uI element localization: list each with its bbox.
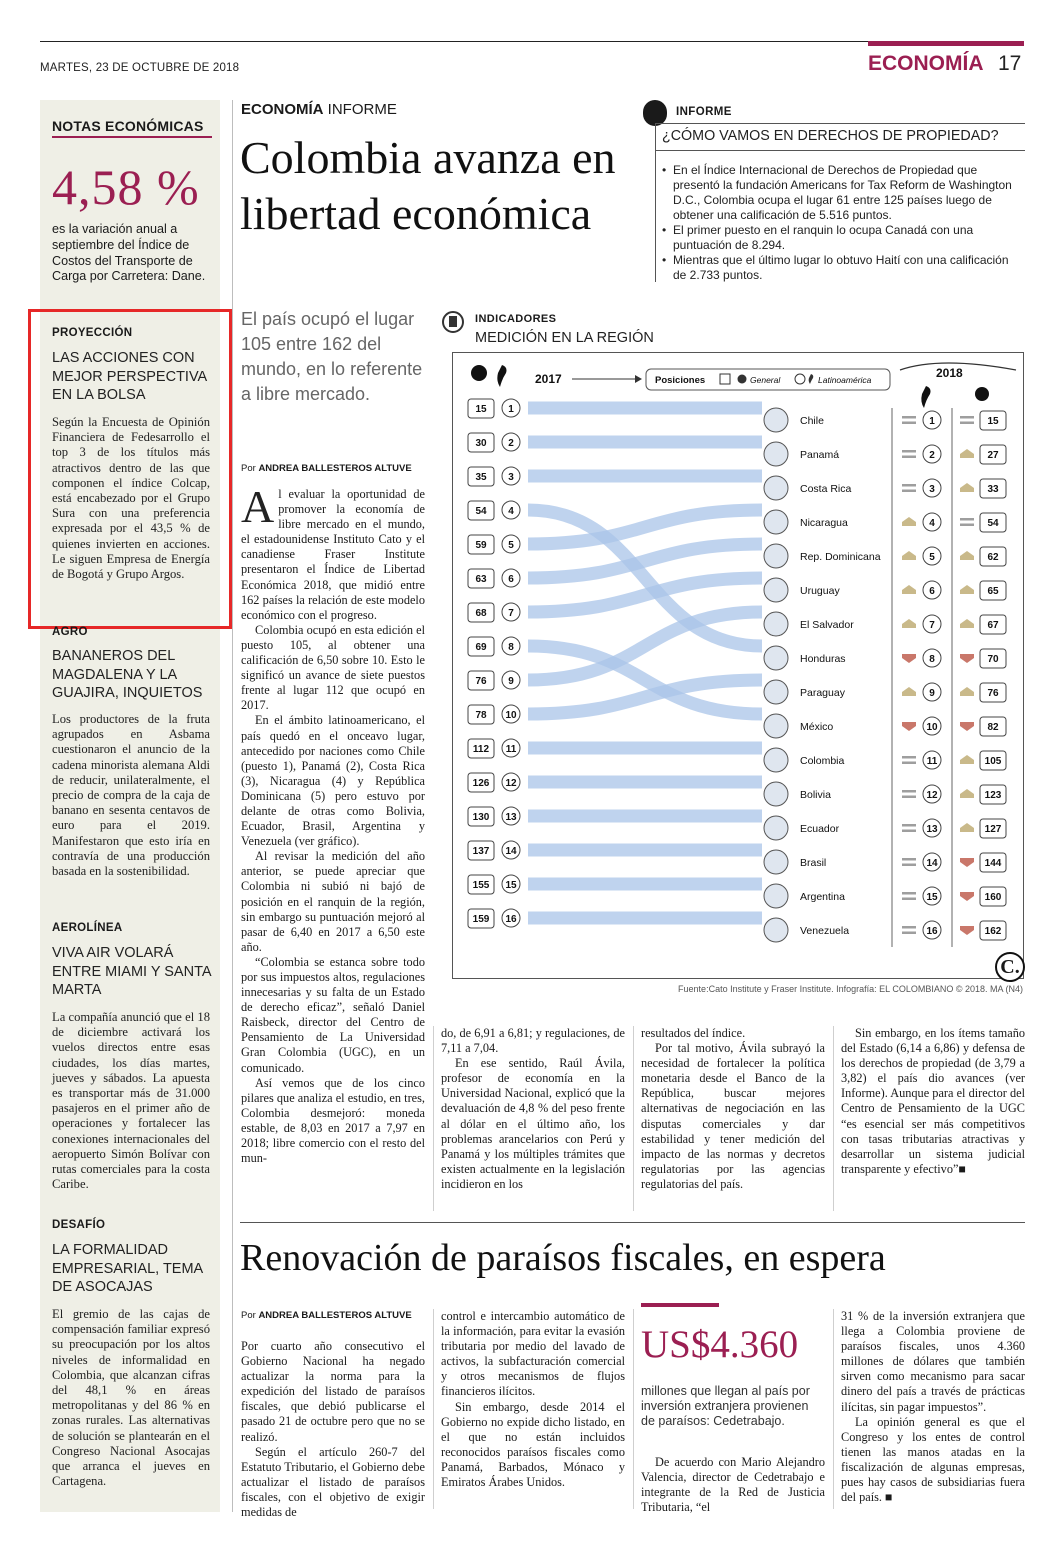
byline-author: ANDREA BALLESTEROS ALTUVE bbox=[258, 463, 412, 474]
rank-2018-latam: 15 bbox=[926, 892, 938, 903]
country-name: Paraguay bbox=[800, 687, 845, 699]
chart-source: Fuente:Cato Institute y Fraser Institute. Infografía: EL COLOMBIANO © 2018. MA (N4) bbox=[678, 984, 1023, 994]
general-trend-icon bbox=[960, 722, 974, 731]
country-name: Ecuador bbox=[800, 823, 840, 835]
chart-kicker: INDICADORES bbox=[475, 313, 557, 325]
latam-trend-icon bbox=[902, 585, 916, 594]
year-2017-label: 2017 bbox=[535, 372, 562, 386]
latam-trend-icon bbox=[902, 932, 916, 935]
sidebar-stat-caption: es la variación anual a septiembre del Índice de Costos del Transporte de Carga por Carretera: Dane. bbox=[52, 222, 206, 284]
rank-2018-latam: 4 bbox=[929, 518, 935, 529]
rank-2018-general: 160 bbox=[984, 892, 1002, 903]
section-name: ECONOMÍA bbox=[868, 52, 984, 75]
article-headline: Colombia avanza en libertad económica bbox=[240, 132, 616, 239]
article-column-2 bbox=[441, 1026, 625, 1192]
rank-2017-latam: 5 bbox=[508, 540, 514, 551]
note-proyeccion-title: LAS ACCIONES CON MEJOR PERSPECTIVA EN LA BOLSA bbox=[52, 350, 207, 403]
country-flag bbox=[764, 408, 788, 432]
rank-2017-general: 59 bbox=[475, 540, 487, 551]
rank-2017-latam: 4 bbox=[508, 506, 514, 517]
country-flag bbox=[764, 578, 788, 602]
legend-checkbox-general bbox=[720, 374, 730, 384]
article2-column-1 bbox=[241, 1339, 425, 1520]
rank-2017-latam: 6 bbox=[508, 574, 514, 585]
column-rule bbox=[833, 1309, 834, 1509]
sidebar-title: NOTAS ECONÓMICAS bbox=[52, 118, 204, 134]
country-flag bbox=[764, 476, 788, 500]
rank-2018-general: 27 bbox=[987, 450, 999, 461]
byline-prefix: Por bbox=[241, 463, 259, 474]
country-name: Rep. Dominicana bbox=[800, 551, 881, 563]
country-flag bbox=[764, 782, 788, 806]
latam-trend-icon bbox=[902, 422, 916, 425]
latam-trend-icon bbox=[902, 926, 916, 929]
sidebar-big-stat: 4,58 % bbox=[52, 159, 200, 215]
latam-trend-icon bbox=[902, 824, 916, 827]
rank-2017-general: 69 bbox=[475, 642, 487, 653]
rank-2018-latam: 6 bbox=[929, 586, 935, 597]
latam-trend-icon bbox=[902, 762, 916, 765]
rank-2017-latam: 3 bbox=[508, 472, 514, 483]
latam-trend-icon bbox=[902, 790, 916, 793]
paragraph: Por cuarto año consecutivo el Gobierno Nacional ha negado actualizar la norma para la expedición del listado de paraísos fiscales, que debió publicarse el pasado 21 de octubre pero que no se realizó. bbox=[241, 1339, 425, 1444]
country-name: México bbox=[800, 721, 834, 733]
note-aerolinea-body: La compañía anunció que el 18 de diciembre activará los vuelos directos entre esas ciudades, los días martes, jueves y sábados. La apuesta es transportar más de 31.000 pasajeros en el primer año de operaciones y fortalecer las conexiones internacionales del aeropuerto Simón Bolívar con rutas comerciales para la costa Caribe. bbox=[52, 1010, 210, 1192]
general-trend-icon bbox=[960, 551, 974, 560]
paragraph: control e intercambio automático de la información, para evitar la evasión tributaria por medio del lavado de activos, la subfacturación comercial y otros mecanismos de flujos financieros ilícitos. bbox=[441, 1309, 625, 1399]
note-desafio-body: El gremio de las cajas de compensación familiar expresó su preocupación por los altos niveles de informalidad en Colombia, que alcanzan cifras del 48,1 % en áreas metropolitanas y del 86 % en zonas rurales. Las alternativas de solución se plantearán en el Congreso Nacional Asocajas que arranca el jueves en Cartagena. bbox=[52, 1307, 210, 1489]
latam-trend-icon bbox=[902, 858, 916, 861]
rank-2017-general: 68 bbox=[475, 608, 487, 619]
article-column-1 bbox=[241, 481, 425, 1166]
paragraph: 31 % de la inversión extranjera que llega a Colombia proviene de paraísos fiscales, unos 4.360 millones de dólares que también sirven como mecanismo para sacar dinero del país a través de prácticas ilícitas, sin pagar impuestos”. bbox=[841, 1309, 1025, 1414]
country-name: Colombia bbox=[800, 755, 845, 767]
general-trend-icon bbox=[960, 416, 974, 419]
rank-2018-latam: 1 bbox=[929, 416, 935, 427]
informe-kicker: INFORME bbox=[676, 106, 732, 118]
rank-2018-latam: 13 bbox=[926, 824, 938, 835]
latam-trend-icon bbox=[902, 687, 916, 696]
note-aerolinea-title: VIVA AIR VOLARÁ ENTRE MIAMI Y SANTA MARTA bbox=[52, 945, 211, 998]
latam-trend-icon bbox=[902, 490, 916, 493]
byline-prefix: Por bbox=[241, 1310, 259, 1321]
article-divider bbox=[240, 1222, 1025, 1223]
callout-rule bbox=[641, 1303, 719, 1307]
latam-trend-icon bbox=[902, 450, 916, 453]
article-kicker bbox=[241, 101, 397, 118]
paragraph: Por tal motivo, Ávila subrayó la necesidad de fortalecer la política monetaria desde el Banco de la República, buscar mejores alternativas de negociación en las disputas comerciales y dar estabilidad y tener medición del impacto de las normas y decretos regulatorias por las agencias regulatorias del país. bbox=[641, 1041, 825, 1191]
country-flag bbox=[764, 612, 788, 636]
general-trend-icon bbox=[960, 892, 974, 901]
general-trend-icon bbox=[960, 619, 974, 628]
country-flag bbox=[764, 510, 788, 534]
rank-2017-general: 15 bbox=[475, 404, 487, 415]
rank-2017-latam: 8 bbox=[508, 642, 514, 653]
rank-2018-latam: 11 bbox=[926, 756, 938, 767]
note-desafio-kicker: DESAFÍO bbox=[52, 1219, 106, 1231]
issue-date: MARTES, 23 DE OCTUBRE DE 2018 bbox=[40, 62, 240, 74]
article-column-4 bbox=[841, 1026, 1025, 1177]
paragraph: do, de 6,91 a 6,81; y regulaciones, de 7,11 a 7,04. bbox=[441, 1026, 625, 1056]
latam-trend-icon bbox=[902, 892, 916, 895]
rank-2018-general: 33 bbox=[987, 484, 999, 495]
globe-2018-icon bbox=[975, 387, 989, 401]
legend-latam-label: Latinoamérica bbox=[818, 375, 872, 385]
paragraph: Según el artículo 260-7 del Estatuto Tributario, el Gobierno debe actualizar el listado de paraísos fiscales, con el objetivo de exigir medidas de bbox=[241, 1444, 425, 1520]
general-trend-icon bbox=[960, 687, 974, 696]
rank-2017-general: 126 bbox=[472, 778, 490, 789]
rank-2018-latam: 9 bbox=[929, 688, 935, 699]
rank-2017-latam: 11 bbox=[505, 744, 517, 755]
rank-2017-general: 130 bbox=[472, 812, 490, 823]
rank-2017-latam: 9 bbox=[508, 676, 514, 687]
general-trend-icon bbox=[960, 654, 974, 663]
rank-2018-general: 82 bbox=[987, 722, 999, 733]
rank-2018-latam: 7 bbox=[929, 620, 935, 631]
article2-headline: Renovación de paraísos fiscales, en espera bbox=[240, 1237, 886, 1279]
rank-2018-general: 127 bbox=[984, 824, 1002, 835]
note-agro-kicker: AGRO bbox=[52, 626, 88, 638]
latam-2018-icon bbox=[921, 386, 930, 408]
country-flag bbox=[764, 850, 788, 874]
legend-title: Posiciones bbox=[655, 375, 706, 386]
general-trend-icon bbox=[960, 789, 974, 798]
rank-2018-latam: 12 bbox=[926, 790, 938, 801]
rank-2017-general: 76 bbox=[475, 676, 487, 687]
country-name: Chile bbox=[800, 415, 824, 427]
informe-bullets bbox=[662, 163, 1024, 283]
paragraph: De acuerdo con Mario Alejandro Valencia, director de Cedetrabajo e integrante de la Red de Justicia Tributaria, “el bbox=[641, 1455, 825, 1515]
latam-trend-icon bbox=[902, 517, 916, 526]
country-flag bbox=[764, 646, 788, 670]
rank-2017-latam: 1 bbox=[508, 404, 514, 415]
rank-2017-latam: 13 bbox=[505, 812, 517, 823]
latam-trend-icon bbox=[902, 551, 916, 560]
article-byline bbox=[241, 463, 412, 474]
latam-map-icon bbox=[497, 365, 506, 387]
note-desafio-title: LA FORMALIDAD EMPRESARIAL, TEMA DE ASOCAJAS bbox=[52, 1242, 203, 1295]
article2-column-2 bbox=[441, 1309, 625, 1490]
latam-trend-icon bbox=[902, 456, 916, 459]
column-separator bbox=[232, 100, 233, 1512]
rank-2017-latam: 10 bbox=[505, 710, 517, 721]
article2-column-4 bbox=[841, 1309, 1025, 1505]
rank-2018-latam: 2 bbox=[929, 450, 935, 461]
chart-title: MEDICIÓN EN LA REGIÓN bbox=[475, 330, 654, 346]
country-name: Nicaragua bbox=[800, 517, 848, 529]
rank-2018-general: 15 bbox=[987, 416, 999, 427]
latam-trend-icon bbox=[902, 864, 916, 867]
rank-2018-general: 105 bbox=[984, 756, 1002, 767]
paragraph: En ese sentido, Raúl Ávila, profesor de economía en la Universidad Nacional, explicó que la devaluación de 4,8 % del peso frente al dólar en el último año, los problemas arancelarios con Perú y Panamá y los múltiples trámites que existen actualmente en la legislación incidieron en los bbox=[441, 1056, 625, 1191]
paragraph: Al revisar la medición del año anterior, se puede apreciar que Colombia ni subió ni bajó de posición en el ranquin de la región, sin embargo su puntuación mejoró al pasar de 6,40 en 2017 a 6,50 este año. bbox=[241, 849, 425, 954]
column-rule bbox=[433, 1309, 434, 1509]
rank-2017-latam: 16 bbox=[505, 914, 517, 925]
rank-2018-latam: 10 bbox=[926, 722, 938, 733]
paragraph: Colombia ocupó en esta edición el puesto 105, al obtener una calificación de 6,50 sobre 10. Esto le significó un avance de siete puestos frente al lugar 112 que ocupó en 2017. bbox=[241, 622, 425, 713]
rank-2018-latam: 8 bbox=[929, 654, 935, 665]
column-rule bbox=[633, 1026, 634, 1211]
general-trend-icon bbox=[960, 823, 974, 832]
informe-bullet: • El primer puesto en el ranquin lo ocupa Canadá con una puntuación de 8.294. bbox=[662, 223, 1024, 253]
rank-2018-general: 65 bbox=[987, 586, 999, 597]
general-trend-icon bbox=[960, 422, 974, 425]
indicator-icon-glyph bbox=[449, 316, 457, 327]
paragraph: La opinión general es que el Congreso y los entes de control tienen las manos atadas en la fiscalización de algunas empresas, pues hay casos de subsidiarias fuera del país. ■ bbox=[841, 1414, 1025, 1505]
general-trend-icon bbox=[960, 755, 974, 764]
latam-trend-icon bbox=[902, 796, 916, 799]
country-name: Honduras bbox=[800, 653, 846, 665]
country-name: Argentina bbox=[800, 891, 845, 903]
country-flag bbox=[764, 816, 788, 840]
general-trend-icon bbox=[960, 518, 974, 521]
byline-author: ANDREA BALLESTEROS ALTUVE bbox=[258, 1310, 412, 1321]
latam-trend-icon bbox=[902, 722, 916, 731]
rank-2018-general: 67 bbox=[987, 620, 999, 631]
paragraph: “Colombia se estanca sobre todo por sus impuestos altos, regulaciones innecesarias y su falta de un Estado de derecho eficaz”, señaló Daniel Raisbeck, director del Centro de Pensamiento de La Universidad Gran Colombia (UGC), en un comunicado. bbox=[241, 954, 425, 1075]
rank-2018-general: 54 bbox=[987, 518, 999, 529]
general-trend-icon bbox=[960, 926, 974, 935]
legend-radio-latam bbox=[795, 374, 805, 384]
paragraph: resultados del índice. bbox=[641, 1026, 746, 1040]
column-rule bbox=[433, 1026, 434, 1211]
country-name: Brasil bbox=[800, 857, 827, 869]
rank-2018-latam: 3 bbox=[929, 484, 935, 495]
rank-2017-latam: 12 bbox=[505, 778, 517, 789]
section-accent-bar bbox=[868, 41, 1024, 46]
informe-title-rule bbox=[655, 150, 1025, 151]
latam-trend-icon bbox=[902, 898, 916, 901]
general-trend-icon bbox=[960, 585, 974, 594]
rank-2018-general: 123 bbox=[984, 790, 1002, 801]
paragraph: Así vemos que de los cinco pilares que analiza el estudio, en tres, Colombia desmejoró: moneda estable, de 8,03 en 2017 a 7,97 en 2018; libre comercio con el resto del mun- bbox=[241, 1075, 425, 1166]
country-name: El Salvador bbox=[800, 619, 854, 631]
country-flag bbox=[764, 544, 788, 568]
informe-title: ¿CÓMO VAMOS EN DERECHOS DE PROPIEDAD? bbox=[662, 128, 999, 144]
country-flag bbox=[764, 918, 788, 942]
country-name: Uruguay bbox=[800, 585, 840, 597]
rank-2017-general: 78 bbox=[475, 710, 487, 721]
general-trend-icon bbox=[960, 483, 974, 492]
rank-2018-latam: 16 bbox=[926, 926, 938, 937]
callout-figure: US$4.360 bbox=[641, 1323, 799, 1366]
latam-trend-icon bbox=[902, 756, 916, 759]
country-name: Panamá bbox=[800, 449, 840, 461]
rank-2017-general: 30 bbox=[475, 438, 487, 449]
rank-2017-general: 35 bbox=[475, 472, 487, 483]
latam-trend-icon bbox=[902, 416, 916, 419]
drop-cap: A bbox=[241, 481, 275, 532]
general-trend-icon bbox=[960, 449, 974, 458]
globe-icon bbox=[471, 365, 487, 381]
note-proyeccion-kicker: PROYECCIÓN bbox=[52, 327, 133, 339]
sidebar-title-rule bbox=[52, 136, 212, 138]
article2-column-3 bbox=[641, 1455, 825, 1515]
country-name: Bolivia bbox=[800, 789, 831, 801]
general-trend-icon bbox=[960, 524, 974, 527]
paragraph: En el ámbito latinoamericano, el país quedó en el onceavo lugar, antecedido por naciones como Chile (puesto 1), Panamá (2), Costa Rica (3), Nicaragua (4) y República Dominicana (5) pero estuvo por delante de otras como Bolivia, Ecuador, Brasil, Argentina y Venezuela (ver gráfico). bbox=[241, 713, 425, 849]
rank-2018-general: 62 bbox=[987, 552, 999, 563]
rank-2017-latam: 2 bbox=[508, 438, 514, 449]
note-agro-body: Los productores de la fruta agrupados en Asbama cuestionaron el anuncio de la cadena minorista alemana Aldi de reducir, unilateralmente, el precio de compra de la caja de banano en sesenta centavos de euro para el 2019. Manifestaron que esto iría en contravía de una producción basada en la sostenibilidad. bbox=[52, 712, 210, 879]
callout-caption: millones que llegan al país por inversión extranjera provienen de paraísos: Cedetrabajo. bbox=[641, 1384, 810, 1428]
column-rule bbox=[833, 1026, 834, 1211]
paragraph: Sin embargo, en los ítems tamaño del Estado (6,14 a 6,86) y defensa de los derechos de propiedad (de 3,79 a 3,82) el país dio avances (ver Informe). Aunque para el director del Centro de Pensamiento de la UGC “es esencial ser más competitivos con tasas tributarias atractivas y desarrollar un sistema judicial transparente y efectivo”■ bbox=[841, 1026, 1025, 1176]
latam-trend-icon bbox=[902, 484, 916, 487]
highlight-box bbox=[28, 309, 232, 629]
article-column-3 bbox=[641, 1026, 825, 1192]
general-trend-icon bbox=[960, 858, 974, 867]
country-flag bbox=[764, 680, 788, 704]
rank-2018-latam: 14 bbox=[926, 858, 938, 869]
rank-2018-general: 76 bbox=[987, 688, 999, 699]
rank-2018-general: 70 bbox=[987, 654, 999, 665]
informe-bullet: • En el Índice Internacional de Derechos de Propiedad que presentó la fundación Americans for Tax Reform de Washington D.C., Colombia ocupa el lugar 61 entre 125 países luego de obtener una calificación de 5.516 puntos. bbox=[662, 163, 1024, 223]
page-number: 17 bbox=[998, 52, 1022, 75]
el-colombiano-logo: C. bbox=[995, 952, 1025, 982]
column-rule bbox=[633, 1309, 634, 1509]
rank-2017-general: 155 bbox=[472, 880, 490, 891]
paragraph: l evaluar la oportunidad de promover la economía de libre mercado en el mundo, el estadounidense Instituto Cato y el canadiense Fraser Institute presentaron el Índice de Libertad Económica 2018, que midió entre 162 países la relación de este modelo económico con el progreso. bbox=[241, 487, 425, 622]
rank-2018-general: 162 bbox=[984, 926, 1002, 937]
country-flag bbox=[764, 884, 788, 908]
country-flag bbox=[764, 748, 788, 772]
legend-globe-icon bbox=[738, 375, 747, 384]
rank-2017-general: 112 bbox=[472, 744, 490, 755]
country-name: Costa Rica bbox=[800, 483, 852, 495]
article2-byline bbox=[241, 1310, 412, 1321]
rank-2017-general: 137 bbox=[472, 846, 490, 857]
country-flag bbox=[764, 714, 788, 738]
note-aerolinea-kicker: AEROLÍNEA bbox=[52, 922, 123, 934]
rank-2017-general: 159 bbox=[472, 914, 490, 925]
note-proyeccion-body: Según la Encuesta de Opinión Financiera de Fedesarrollo el top 3 de los títulos más atractivos dentro de las que componen el índice Colcap, está encabezado por el Grupo Sura con una preferencia expresada por el 43,5 % de quienes invierten en acciones. Le siguen Empresa de Energía de Bogotá y Grupo Argos. bbox=[52, 415, 210, 582]
paragraph: Sin embargo, desde 2014 el Gobierno no expide dicho listado, en el que no están incluidos reconocidos paraísos fiscales como Panamá, Barbados, Mónaco y Emiratos Árabes Unidos. bbox=[441, 1399, 625, 1490]
kicker-type: INFORME bbox=[323, 101, 397, 118]
article-deck: El país ocupó el lugar 105 entre 162 del mundo, en lo referente a libre mercado. bbox=[241, 309, 423, 404]
country-flag bbox=[764, 442, 788, 466]
legend-general-label: General bbox=[750, 375, 781, 385]
rank-2017-latam: 15 bbox=[505, 880, 517, 891]
latam-trend-icon bbox=[902, 619, 916, 628]
arrow-head bbox=[635, 375, 642, 383]
rank-2018-general: 144 bbox=[984, 858, 1002, 869]
rank-2017-general: 63 bbox=[475, 574, 487, 585]
latam-trend-icon bbox=[902, 654, 916, 663]
year-2018-label: 2018 bbox=[936, 366, 963, 380]
rank-2018-latam: 5 bbox=[929, 552, 935, 563]
informe-bullet: • Mientras que el último lugar lo obtuvo Haití con una calificación de 2.733 puntos. bbox=[662, 253, 1024, 283]
kicker-section: ECONOMÍA bbox=[241, 101, 324, 118]
rank-2017-latam: 14 bbox=[505, 846, 517, 857]
country-name: Venezuela bbox=[800, 925, 850, 937]
rank-2017-general: 54 bbox=[475, 506, 487, 517]
ranking-chart bbox=[452, 352, 1024, 979]
latam-trend-icon bbox=[902, 830, 916, 833]
note-agro-title: BANANEROS DEL MAGDALENA Y LA GUAJIRA, INQUIETOS bbox=[52, 648, 203, 701]
rank-2017-latam: 7 bbox=[508, 608, 514, 619]
